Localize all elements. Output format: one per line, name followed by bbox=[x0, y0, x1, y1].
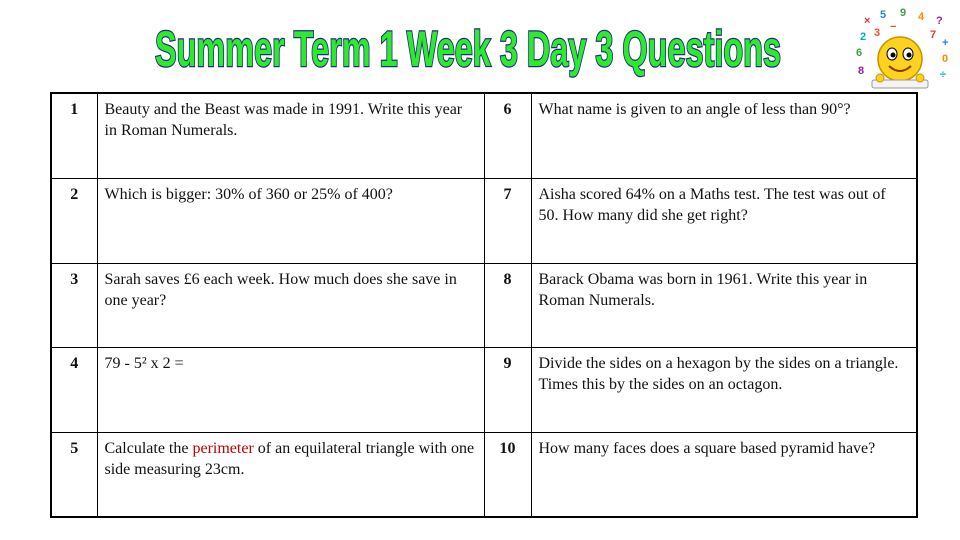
math-symbol-icon: 2 bbox=[860, 31, 867, 43]
question-number: 5 bbox=[51, 432, 97, 517]
question-text: 79 - 5² x 2 = bbox=[97, 347, 484, 432]
question-number: 6 bbox=[484, 93, 531, 178]
table-row bbox=[51, 263, 917, 347]
questions-table bbox=[50, 92, 918, 518]
question-number: 2 bbox=[51, 178, 97, 263]
math-symbol-icon: 3 bbox=[874, 27, 881, 39]
question-number: 8 bbox=[484, 263, 531, 347]
math-symbol-icon: 7 bbox=[930, 29, 937, 41]
question-text: Beauty and the Beast was made in 1991. Write this year in Roman Numerals. bbox=[97, 93, 484, 178]
table-row bbox=[51, 93, 917, 178]
math-symbol-icon: ÷ bbox=[940, 69, 947, 81]
question-text: Barack Obama was born in 1961. Write this year in Roman Numerals. bbox=[531, 263, 917, 347]
question-text-start: Calculate the bbox=[104, 439, 193, 457]
math-symbol-icon: 8 bbox=[858, 65, 865, 77]
question-number: 10 bbox=[484, 432, 531, 517]
question-text: Sarah saves £6 each week. How much does she save in one year? bbox=[97, 263, 484, 347]
question-number: 4 bbox=[51, 347, 97, 432]
question-text: Which is bigger: 30% of 360 or 25% of 400? bbox=[97, 178, 484, 263]
question-text: What name is given to an angle of less than 90°? bbox=[531, 93, 917, 178]
math-symbol-icon: + bbox=[942, 37, 949, 49]
page-title bbox=[150, 16, 786, 78]
math-symbol-icon: 5 bbox=[880, 9, 887, 21]
math-symbol-icon: − bbox=[890, 21, 897, 33]
question-number: 3 bbox=[51, 263, 97, 347]
table-row bbox=[51, 178, 917, 263]
question-text: Aisha scored 64% on a Maths test. The test was out of 50. How many did she get right? bbox=[531, 178, 917, 263]
question-text bbox=[97, 432, 484, 517]
question-number: 1 bbox=[51, 93, 97, 178]
math-symbol-icon: 6 bbox=[856, 47, 863, 59]
question-number: 7 bbox=[484, 178, 531, 263]
math-symbol-icon: 9 bbox=[900, 7, 907, 19]
smiley-mascot-icon bbox=[850, 4, 950, 94]
smiley-face-icon bbox=[878, 37, 922, 81]
math-symbol-icon: 0 bbox=[942, 53, 949, 65]
math-symbol-icon: ? bbox=[936, 15, 943, 27]
math-symbol-icon: 4 bbox=[918, 11, 925, 23]
table-row bbox=[51, 347, 917, 432]
question-text-end: of an equilateral triangle with one side measuring 23cm. bbox=[104, 439, 475, 478]
question-number: 9 bbox=[484, 347, 531, 432]
math-symbol-icon: × bbox=[864, 15, 871, 27]
question-text: Divide the sides on a hexagon by the sides on a triangle. Times this by the sides on an octagon. bbox=[531, 347, 917, 432]
title-text: Summer Term 1 Week 3 Day 3 Questions bbox=[155, 21, 781, 77]
question-text: How many faces does a square based pyramid have? bbox=[531, 432, 917, 517]
perimeter-highlight: perimeter bbox=[192, 439, 254, 457]
table-row bbox=[51, 432, 917, 517]
